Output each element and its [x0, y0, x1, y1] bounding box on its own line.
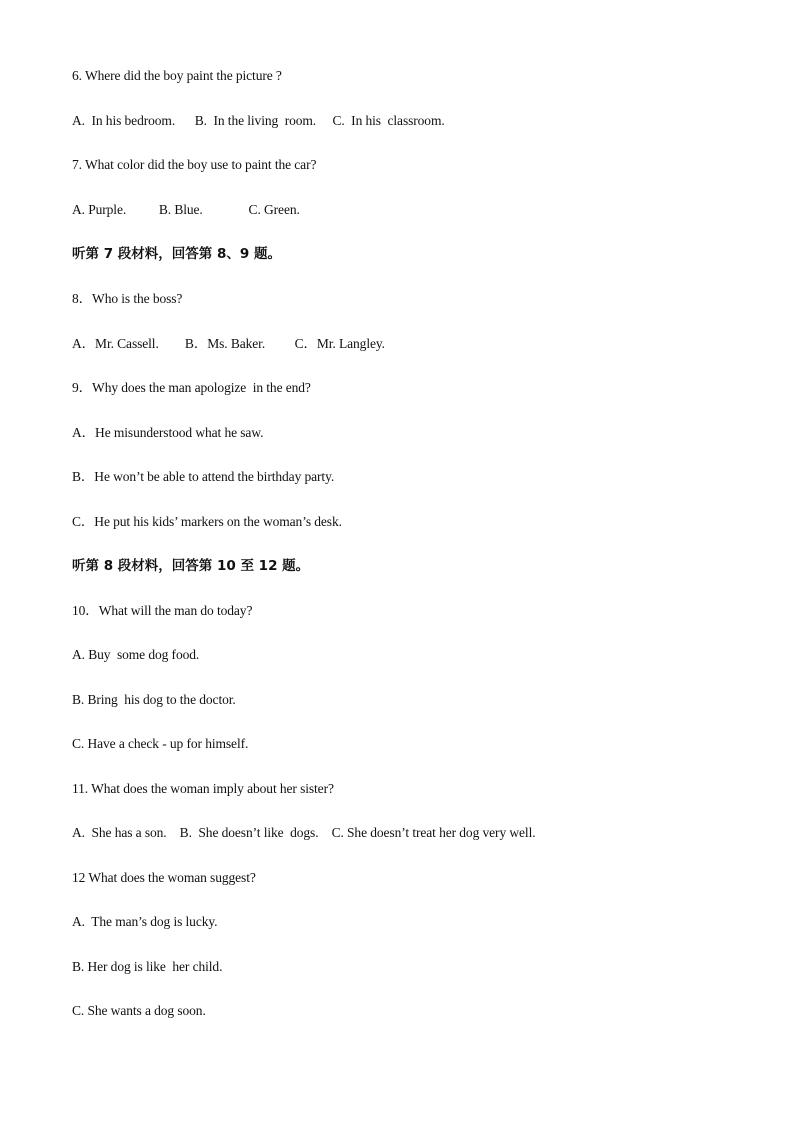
question-8-options: A．Mr. Cassell. B．Ms. Baker. C．Mr. Langley.	[72, 336, 385, 351]
question-7-options: A. Purple. B. Blue. C. Green.	[72, 202, 300, 217]
question-6: 6. Where did the boy paint the picture ?	[72, 68, 282, 83]
question-8: 8．Who is the boss?	[72, 291, 183, 306]
question-10-option-a: A. Buy some dog food.	[72, 647, 200, 662]
question-10: 10．What will the man do today?	[72, 603, 253, 618]
question-12: 12 What does the woman suggest?	[72, 870, 256, 885]
question-12-option-b: B. Her dog is like her child.	[72, 959, 223, 974]
question-7: 7. What color did the boy use to paint the car?	[72, 157, 317, 172]
question-12-option-c: C. She wants a dog soon.	[72, 1003, 206, 1018]
question-6-options: A. In his bedroom. B. In the living room. C. In his classroom.	[72, 113, 445, 128]
question-12-option-a: A. The man’s dog is lucky.	[72, 914, 218, 929]
question-11-options: A. She has a son. B. She doesn’t like dogs. C. She doesn’t treat her dog very well.	[72, 825, 536, 840]
question-9-option-b: B．He won’t be able to attend the birthday party.	[72, 469, 335, 484]
section-heading-7: 听第 7 段材料，回答第 8、9 题。	[72, 246, 281, 262]
question-10-option-c: C. Have a check - up for himself.	[72, 736, 249, 751]
section-heading-8: 听第 8 段材料，回答第 10 至 12 题。	[72, 558, 310, 574]
question-9-option-a: A．He misunderstood what he saw.	[72, 425, 264, 440]
question-11: 11. What does the woman imply about her sister?	[72, 781, 334, 796]
question-10-option-b: B. Bring his dog to the doctor.	[72, 692, 236, 707]
question-9-option-c: C．He put his kids’ markers on the woman’s desk.	[72, 514, 342, 529]
question-9: 9．Why does the man apologize in the end?	[72, 380, 311, 395]
